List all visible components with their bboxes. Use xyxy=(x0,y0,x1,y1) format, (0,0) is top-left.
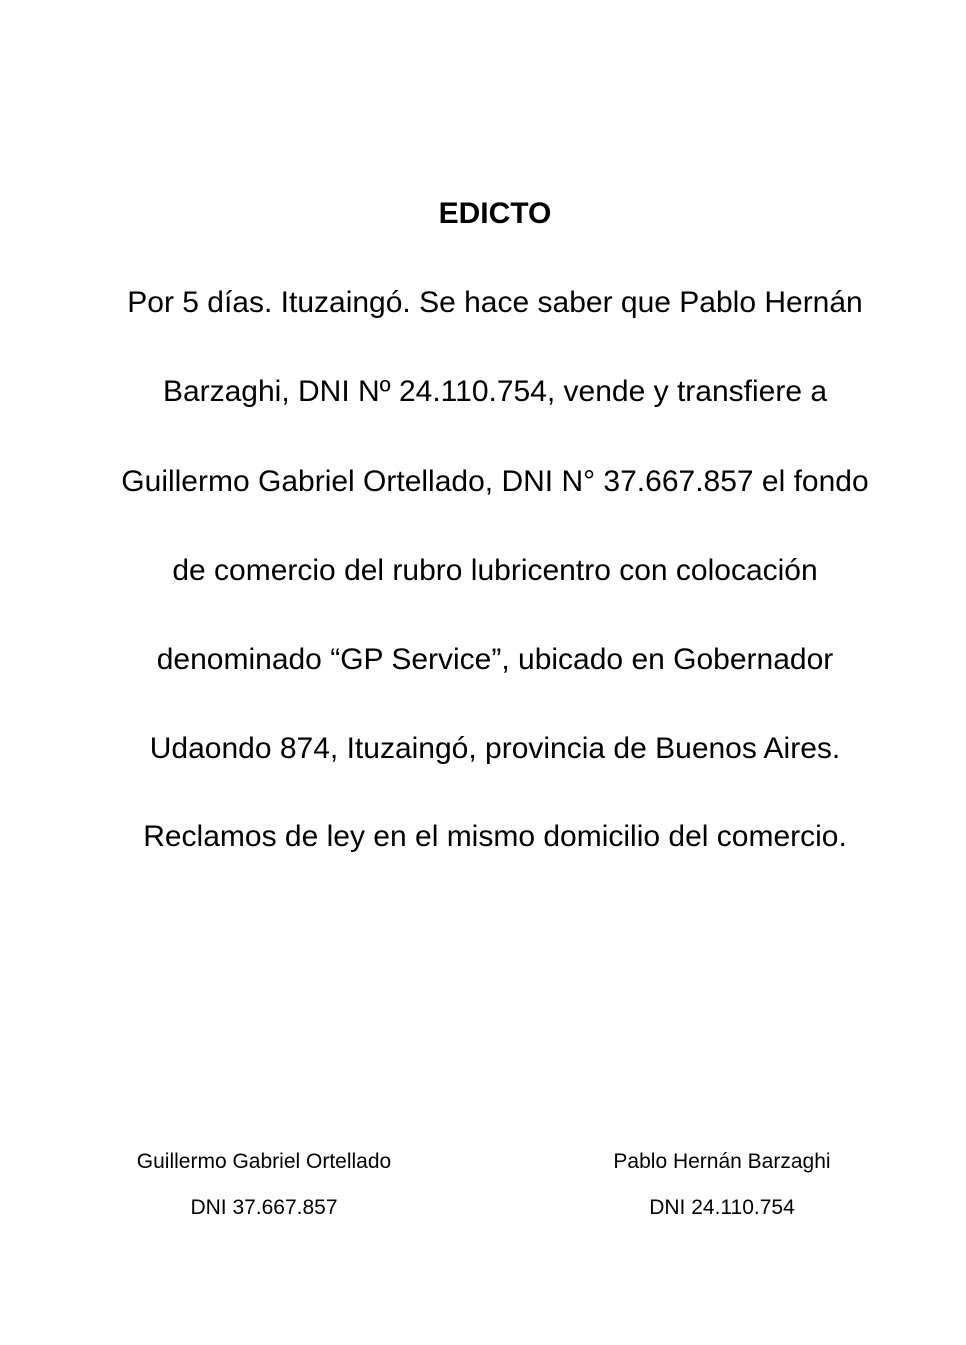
edict-line-3: Guillermo Gabriel Ortellado, DNI N° 37.667.857 el fondo xyxy=(121,465,869,498)
signature-left-name: Guillermo Gabriel Ortellado xyxy=(136,1150,392,1173)
signature-right-dni: DNI 24.110.754 xyxy=(649,1196,795,1219)
edict-line-5: denominado “GP Service”, ubicado en Gobernador xyxy=(156,643,834,676)
edict-line-1: Por 5 días. Ituzaingó. Se hace saber que Pablo Hernán xyxy=(127,286,863,319)
edict-line-7: Reclamos de ley en el mismo domicilio del comercio. xyxy=(143,820,847,853)
edict-line-6: Udaondo 874, Ituzaingó, provincia de Buenos Aires. xyxy=(149,732,841,765)
edict-line-4: de comercio del rubro lubricentro con colocación xyxy=(172,554,818,587)
edict-line-2: Barzaghi, DNI Nº 24.110.754, vende y transfiere a xyxy=(162,375,828,408)
document-title: EDICTO xyxy=(438,197,552,230)
signature-right-name: Pablo Hernán Barzaghi xyxy=(613,1150,831,1173)
signature-left-dni: DNI 37.667.857 xyxy=(190,1196,338,1219)
